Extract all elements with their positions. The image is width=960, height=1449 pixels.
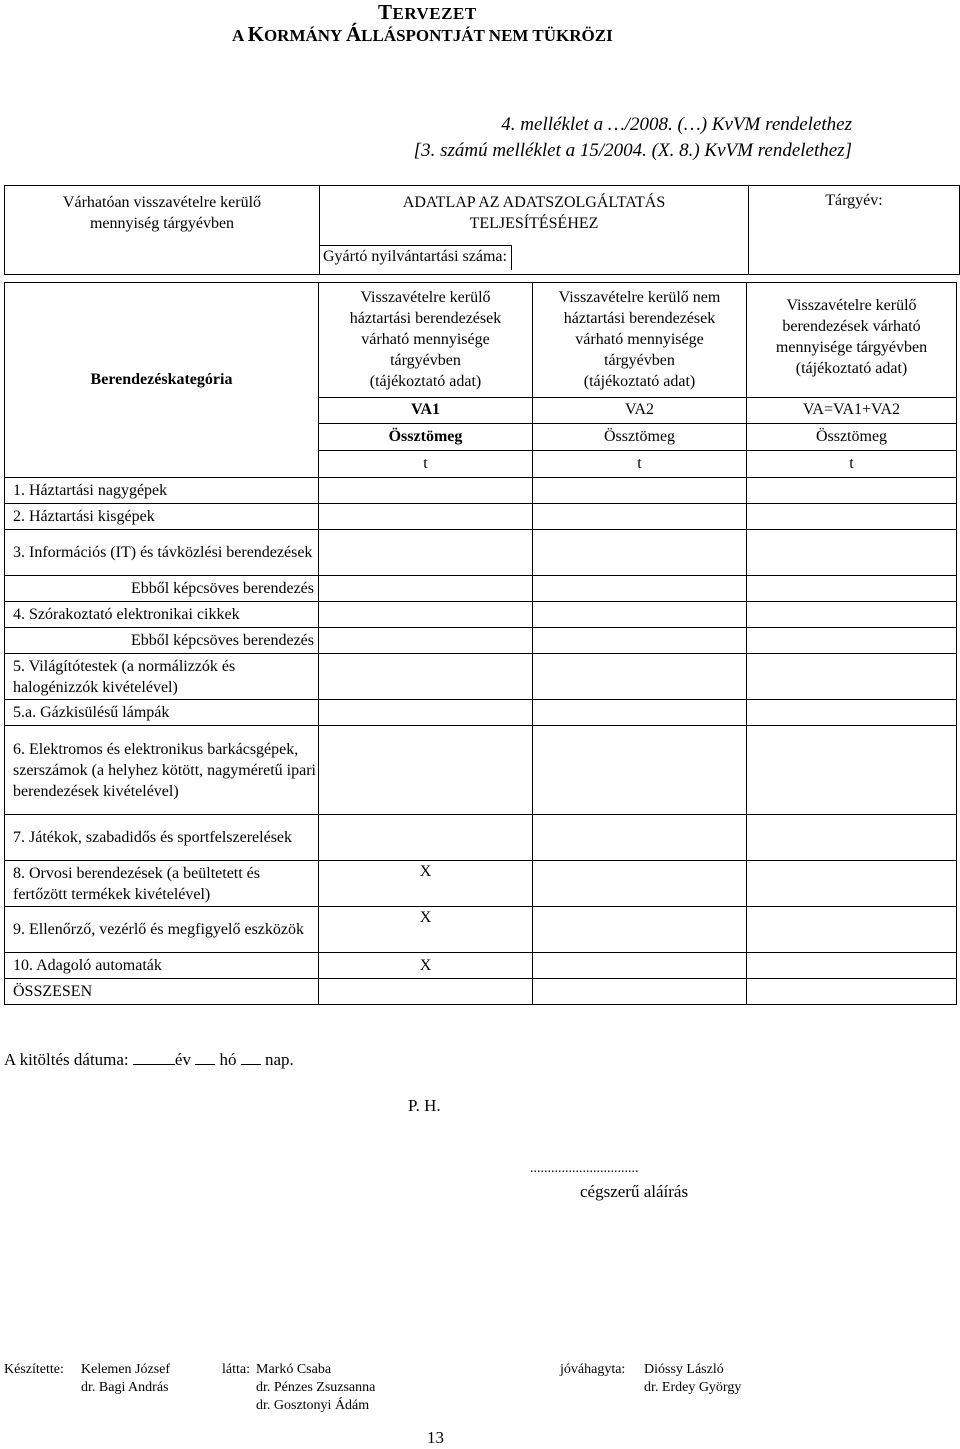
subject-year-label: Tárgyév: bbox=[825, 192, 883, 209]
expected-quantity-line-2: mennyiség tárgyévben bbox=[89, 215, 235, 232]
producer-registration-cell[interactable] bbox=[320, 243, 749, 275]
cell-va1[interactable] bbox=[319, 504, 533, 530]
table-row bbox=[5, 530, 957, 576]
col1-line-2: háztartási berendezések bbox=[349, 310, 502, 328]
cell-va-total[interactable] bbox=[747, 576, 957, 602]
cell-va2[interactable] bbox=[533, 654, 747, 700]
cell-va2[interactable] bbox=[533, 576, 747, 602]
annex-line-1: 4. melléklet a …/2008. (…) KvVM rendelethez bbox=[501, 114, 852, 135]
cell-va1[interactable] bbox=[319, 700, 533, 726]
equipment-category-table bbox=[4, 282, 957, 1005]
cell-va2[interactable] bbox=[533, 700, 747, 726]
fill-date-label: A kitöltés dátuma: bbox=[4, 1050, 129, 1069]
cell-va1[interactable] bbox=[319, 478, 533, 504]
table-row bbox=[5, 953, 957, 979]
draft-label: TERVEZET bbox=[378, 0, 477, 24]
unit-3: t bbox=[747, 451, 957, 478]
table-row bbox=[5, 726, 957, 815]
subcategory-label: Ebből képcsöves berendezés bbox=[5, 628, 319, 654]
col1-line-3: várható mennyisége bbox=[361, 331, 490, 349]
seen-by-2: dr. Pénzes Zsuzsanna bbox=[256, 1380, 376, 1395]
annex-line-2: [3. számú melléklet a 15/2004. (X. 8.) KvVM rendelethez] bbox=[413, 140, 852, 161]
code-va2: VA2 bbox=[533, 397, 747, 424]
unit-2: t bbox=[533, 451, 747, 478]
table-row bbox=[5, 628, 957, 654]
form-title-cell bbox=[320, 186, 749, 243]
cell-va-total[interactable] bbox=[747, 602, 957, 628]
category-label: 2. Háztartási kisgépek bbox=[5, 504, 319, 530]
table-row bbox=[5, 478, 957, 504]
col1-line-5: (tájékoztató adat) bbox=[369, 373, 482, 391]
table-row bbox=[5, 602, 957, 628]
unit-1: t bbox=[319, 451, 533, 478]
cell-va-total[interactable] bbox=[747, 628, 957, 654]
producer-registration-label: Gyártó nyilvántartási száma: bbox=[319, 245, 512, 270]
category-label: 3. Információs (IT) és távközlési berendezések bbox=[5, 530, 319, 576]
form-title-line-2: TELJESÍTÉSÉHEZ bbox=[469, 215, 599, 232]
form-title-line-1: ADATLAP AZ ADATSZOLGÁLTATÁS bbox=[402, 194, 666, 211]
year-label: év bbox=[174, 1050, 191, 1069]
col2-line-4: tárgyévben bbox=[604, 352, 675, 370]
cell-va-total[interactable] bbox=[747, 907, 957, 953]
mass-label-3: Össztömeg bbox=[747, 424, 957, 451]
cell-va-total[interactable] bbox=[747, 530, 957, 576]
cell-va2[interactable] bbox=[533, 628, 747, 654]
cell-va-total[interactable] bbox=[747, 953, 957, 979]
subcategory-label: Ebből képcsöves berendezés bbox=[5, 576, 319, 602]
mass-label-1: Össztömeg bbox=[319, 424, 533, 451]
cell-va2[interactable] bbox=[533, 530, 747, 576]
month-label: hó bbox=[219, 1050, 237, 1069]
cell-va1[interactable]: X bbox=[319, 907, 533, 953]
table-row bbox=[5, 504, 957, 530]
col2-line-3: várható mennyisége bbox=[575, 331, 704, 349]
cell-va2[interactable] bbox=[533, 861, 747, 907]
col3-line-2: berendezések várható bbox=[782, 318, 921, 335]
table-row bbox=[5, 576, 957, 602]
cell-va-total[interactable] bbox=[747, 979, 957, 1005]
table-row bbox=[5, 861, 957, 907]
cell-va-total[interactable] bbox=[747, 700, 957, 726]
signature-label: cégszerű aláírás bbox=[580, 1182, 689, 1201]
col3-line-4: (tájékoztató adat) bbox=[795, 360, 908, 377]
col3-line-1: Visszavételre kerülő bbox=[786, 297, 917, 314]
cell-va1[interactable]: X bbox=[319, 861, 533, 907]
cell-va2[interactable] bbox=[533, 726, 747, 815]
page-number: 13 bbox=[427, 1428, 444, 1447]
expected-quantity-line-1: Várhatóan visszavételre kerülő bbox=[62, 194, 262, 211]
cell-va-total[interactable] bbox=[747, 478, 957, 504]
cell-va1[interactable] bbox=[319, 576, 533, 602]
cell-va1[interactable] bbox=[319, 530, 533, 576]
table-row bbox=[5, 907, 957, 953]
cell-va2[interactable] bbox=[533, 953, 747, 979]
fill-date-line bbox=[4, 1050, 294, 1070]
col2-line-2: háztartási berendezések bbox=[563, 310, 716, 328]
cell-va1[interactable] bbox=[319, 815, 533, 861]
annex-reference bbox=[332, 112, 852, 164]
cell-va-total[interactable] bbox=[747, 654, 957, 700]
subject-year-cell bbox=[749, 186, 960, 275]
government-disclaimer: A KORMÁNY ÁLLÁSPONTJÁT NEM TÜKRÖZI bbox=[232, 22, 613, 46]
category-label: 8. Orvosi berendezések (a beültetett és fertőzött termékek kivételével) bbox=[5, 861, 319, 907]
cell-va1[interactable] bbox=[319, 628, 533, 654]
cell-va1[interactable] bbox=[319, 979, 533, 1005]
cell-va2[interactable] bbox=[533, 979, 747, 1005]
table-row-total bbox=[5, 979, 957, 1005]
col3-line-3: mennyisége tárgyévben bbox=[775, 339, 928, 356]
cell-va1[interactable] bbox=[319, 654, 533, 700]
col-non-household-header bbox=[533, 283, 747, 398]
approved-by-1: Dióssy László bbox=[644, 1362, 724, 1377]
cell-va-total[interactable] bbox=[747, 815, 957, 861]
category-label: 5. Világítótestek (a normálizzók és halogénizzók kivételével) bbox=[5, 654, 319, 700]
col1-line-4: tárgyévben bbox=[390, 352, 461, 370]
table-row bbox=[5, 700, 957, 726]
cell-va2[interactable] bbox=[533, 602, 747, 628]
cell-va2[interactable] bbox=[533, 907, 747, 953]
category-label: 7. Játékok, szabadidős és sportfelszerelések bbox=[5, 815, 319, 861]
mass-label-2: Össztömeg bbox=[533, 424, 747, 451]
category-label: 9. Ellenőrző, vezérlő és megfigyelő eszközök bbox=[5, 907, 319, 953]
form-header-table bbox=[4, 185, 960, 275]
cell-va-total[interactable] bbox=[747, 504, 957, 530]
cell-va2[interactable] bbox=[533, 504, 747, 530]
approved-by-label: jóváhagyta: bbox=[560, 1362, 626, 1377]
code-va-total: VA=VA1+VA2 bbox=[747, 397, 957, 424]
col-household-header bbox=[319, 283, 533, 398]
seen-by-1: Markó Csaba bbox=[256, 1362, 332, 1377]
day-blank[interactable] bbox=[241, 1050, 261, 1065]
category-label: 4. Szórakoztató elektronikai cikkek bbox=[5, 602, 319, 628]
seen-by-label: látta: bbox=[222, 1362, 250, 1377]
category-label: 1. Háztartási nagygépek bbox=[5, 478, 319, 504]
day-label: nap. bbox=[264, 1050, 294, 1069]
prepared-by-2: dr. Bagi András bbox=[81, 1380, 169, 1395]
month-blank[interactable] bbox=[195, 1050, 215, 1065]
stamp-placeholder: P. H. bbox=[408, 1096, 441, 1115]
total-label: ÖSSZESEN bbox=[5, 979, 319, 1005]
approved-by-2: dr. Erdey György bbox=[644, 1380, 742, 1395]
col1-line-1: Visszavételre kerülő bbox=[360, 289, 491, 307]
signature-line: ............................... bbox=[530, 1161, 639, 1176]
table-row bbox=[5, 654, 957, 700]
cell-va1[interactable] bbox=[319, 602, 533, 628]
category-label: 10. Adagoló automaták bbox=[5, 953, 319, 979]
cell-va-total[interactable] bbox=[747, 726, 957, 815]
cell-va1[interactable] bbox=[319, 726, 533, 815]
table-row bbox=[5, 815, 957, 861]
code-va1: VA1 bbox=[319, 397, 533, 424]
category-label: 6. Elektromos és elektronikus barkácsgépek, szerszámok (a helyhez kötött, nagyméretű ipari berendezések kivételével) bbox=[5, 726, 319, 815]
expected-quantity-cell bbox=[5, 186, 320, 275]
col-total-header bbox=[747, 283, 957, 398]
col2-line-1: Visszavételre kerülő nem bbox=[558, 289, 721, 307]
category-label: 5.a. Gázkisülésű lámpák bbox=[5, 700, 319, 726]
prepared-by-label: Készítette: bbox=[4, 1362, 64, 1377]
seen-by-3: dr. Gosztonyi Ádám bbox=[256, 1398, 370, 1413]
col2-line-5: (tájékoztató adat) bbox=[583, 373, 696, 391]
cell-va2[interactable] bbox=[533, 815, 747, 861]
prepared-by-1: Kelemen József bbox=[81, 1362, 171, 1377]
cell-va1[interactable]: X bbox=[319, 953, 533, 979]
year-blank[interactable] bbox=[133, 1050, 175, 1065]
cell-va-total[interactable] bbox=[747, 861, 957, 907]
category-header: Berendezéskategória bbox=[5, 283, 319, 478]
cell-va2[interactable] bbox=[533, 478, 747, 504]
